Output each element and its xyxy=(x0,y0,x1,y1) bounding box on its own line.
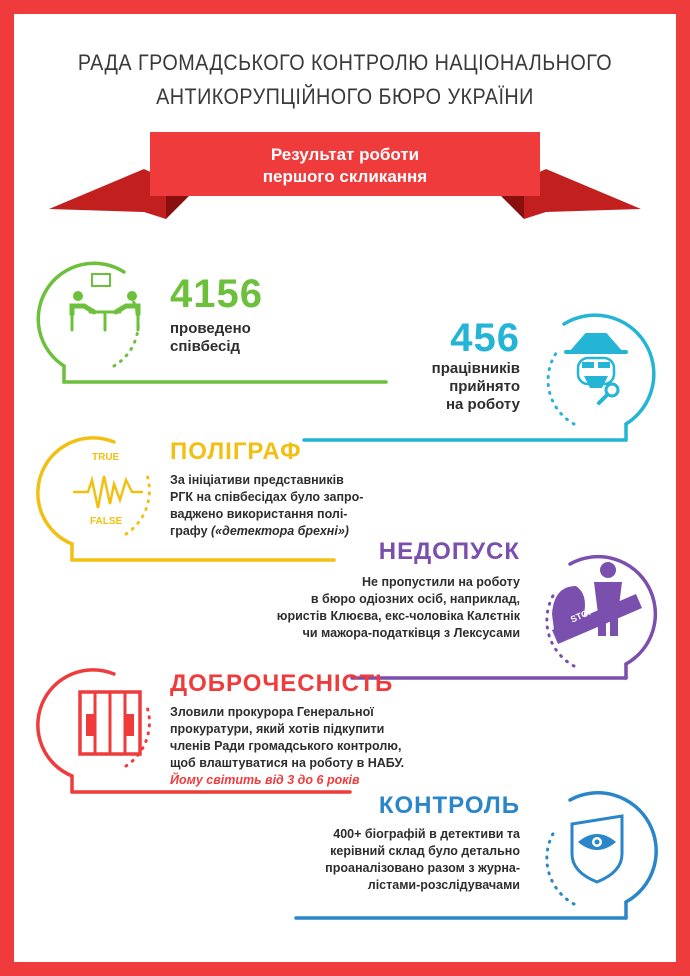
integrity-note: Йому світить від 3 до 6 років xyxy=(170,773,360,787)
hired-label-line1: працівників xyxy=(431,360,520,377)
stop-label: STOP xyxy=(569,605,596,625)
polygraph-true-label: TRUE xyxy=(92,452,120,463)
control-line4: лістами-розслідувачами xyxy=(367,878,520,892)
nedopusk-line2: в бюро одіозних осіб, наприклад, xyxy=(310,592,520,606)
integrity-heading: ДОБРОЧЕСНІСТЬ xyxy=(170,670,394,697)
page-title-line2: АНТИКОРУПЦІЙНОГО БЮРО УКРАЇНИ xyxy=(156,84,534,109)
polygraph-heading: ПОЛІГРАФ xyxy=(170,438,302,465)
ribbon-line2: першого скликання xyxy=(262,167,428,186)
nedopusk-text xyxy=(250,574,520,642)
interviews-label-line2: співбесід xyxy=(170,338,241,355)
hired-label xyxy=(384,360,520,414)
control-heading: КОНТРОЛЬ xyxy=(378,792,520,819)
polygraph-line2: РГК на співбесідах було запро- xyxy=(170,490,364,504)
integrity-line4: щоб влаштуватися на роботу в НАБУ. xyxy=(170,756,405,770)
polygraph-line3: ваджено використання полі- xyxy=(170,507,348,521)
hired-label-line3: на роботу xyxy=(445,396,520,413)
nedopusk-heading: НЕДОПУСК xyxy=(378,538,520,565)
polygraph-line4-italic: («детектора брехні») xyxy=(211,524,349,538)
hired-label-line2: прийнято xyxy=(449,378,520,395)
interviews-label xyxy=(170,320,251,356)
polygraph-text xyxy=(170,472,370,540)
integrity-line1: Зловили прокурора Генеральної xyxy=(170,705,374,719)
page-title-line1: РАДА ГРОМАДСЬКОГО КОНТРОЛЮ НАЦІОНАЛЬНОГО xyxy=(77,50,613,75)
ribbon-title xyxy=(214,144,476,188)
integrity-text xyxy=(170,704,410,789)
control-text xyxy=(300,826,520,894)
nedopusk-line3: юристів Клюєва, екс-чоловіка Калєтнік xyxy=(276,609,520,623)
integrity-line2: прокуратури, який хотів підкупити xyxy=(170,722,385,736)
interviews-count: 4156 xyxy=(170,272,263,316)
polygraph-false-label: FALSE xyxy=(90,516,123,527)
polygraph-line4-prefix: графу xyxy=(170,524,211,538)
polygraph-line1: За ініціативи представників xyxy=(170,473,344,487)
integrity-line3: членів Ради громадського контролю, xyxy=(170,739,402,753)
nedopusk-line1: Не пропустили на роботу xyxy=(362,575,520,589)
hired-count: 456 xyxy=(450,316,520,360)
control-line2: керівний склад було детально xyxy=(330,844,520,858)
ribbon-line1: Результат роботи xyxy=(270,145,420,164)
nedopusk-line4: чи мажора-податківця з Лексусами xyxy=(302,626,520,640)
interviews-label-line1: проведено xyxy=(170,320,251,337)
control-line1: 400+ біографій в детективи та xyxy=(333,827,520,841)
control-line3: проаналізовано разом з журна- xyxy=(325,861,520,875)
